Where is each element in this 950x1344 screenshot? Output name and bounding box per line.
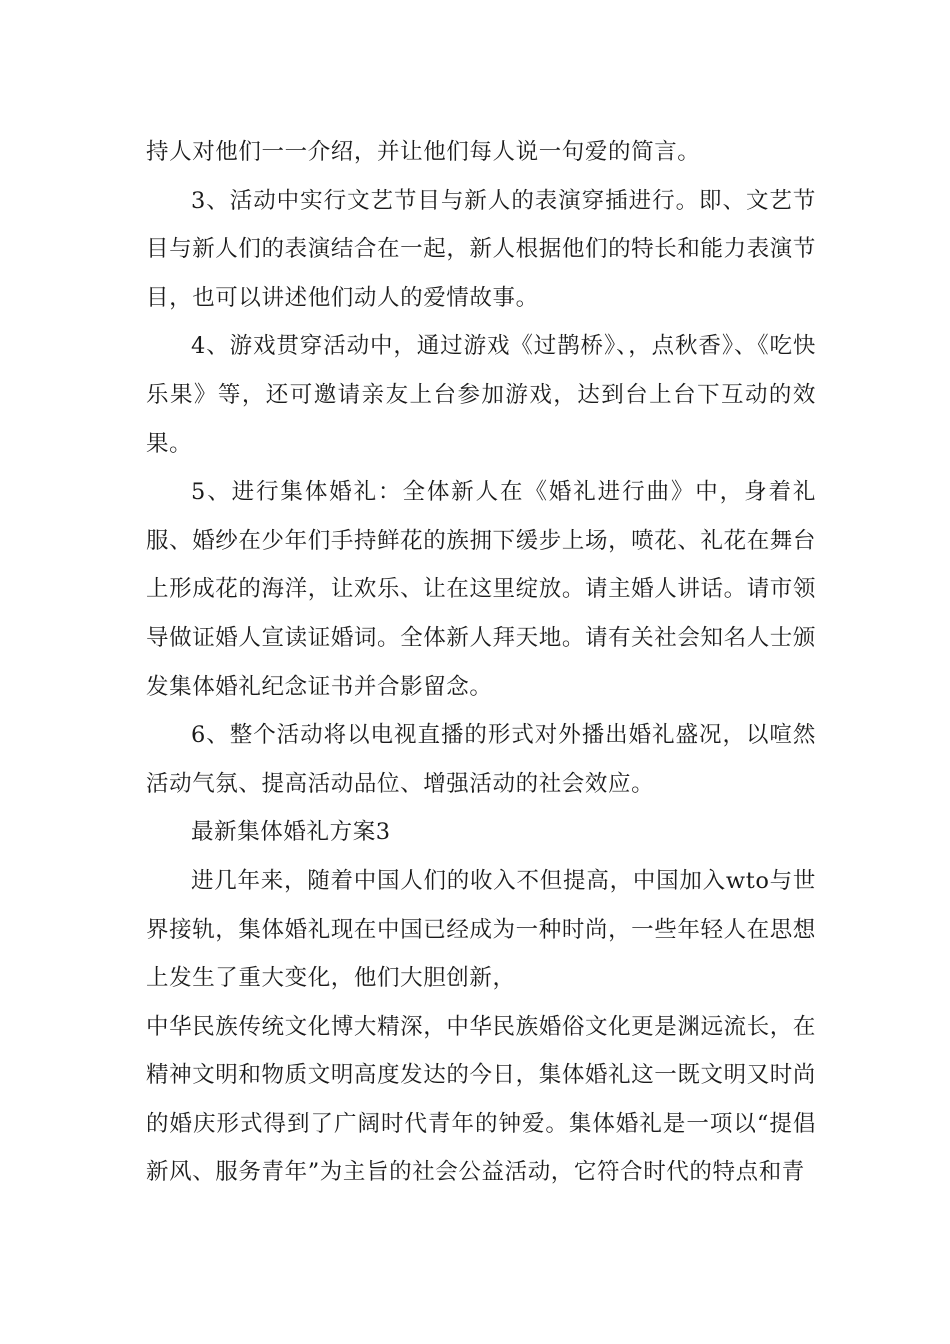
paragraph-item-4: 4、游戏贯穿活动中，通过游戏《过鹊桥》、，点秋香》、《吃快乐果》等，还可邀请亲友上台参加游戏，达到台上台下互动的效果。 xyxy=(146,333,816,457)
section-heading: 最新集体婚礼方案3 xyxy=(191,819,391,846)
paragraph-section-intro: 进几年来，随着中国人们的收入不但提高，中国加入wto与世界接轨，集体婚礼现在中国已经成为一种时尚，一些年轻人在思想上发生了重大变化，他们大胆创新， xyxy=(146,867,816,992)
document-body xyxy=(146,128,816,1197)
paragraph-item-5: 5、进行集体婚礼：全体新人在《婚礼进行曲》中，身着礼服、婚纱在少年们手持鲜花的族拥下缓步上场，喷花、礼花在舞台上形成花的海洋，让欢乐、让在这里绽放。请主婚人讲话。请市领导做证婚人宣读证婚词。全体新人拜天地。请有关社会知名人士颁发集体婚礼纪念证书并合影留念。 xyxy=(146,479,816,700)
paragraph-culture: 中华民族传统文化博大精深，中华民族婚俗文化更是渊远流长，在精神文明和物质文明高度发达的今日，集体婚礼这一既文明又时尚的婚庆形式得到了广阔时代青年的钟爱。集体婚礼是一项以“提倡新风、服务青年”为主旨的社会公益活动，它符合时代的特点和青 xyxy=(146,1013,816,1186)
paragraph-intro-continuation: 持人对他们一一介绍，并让他们每人说一句爱的简言。 xyxy=(146,139,701,165)
paragraph-item-6: 6、整个活动将以电视直播的形式对外播出婚礼盛况，以喧然活动气氛、提高活动品位、增强活动的社会效应。 xyxy=(146,722,816,797)
paragraph-item-3: 3、活动中实行文艺节目与新人的表演穿插进行。即、文艺节目与新人们的表演结合在一起，新人根据他们的特长和能力表演节目，也可以讲述他们动人的爱情故事。 xyxy=(146,187,816,311)
